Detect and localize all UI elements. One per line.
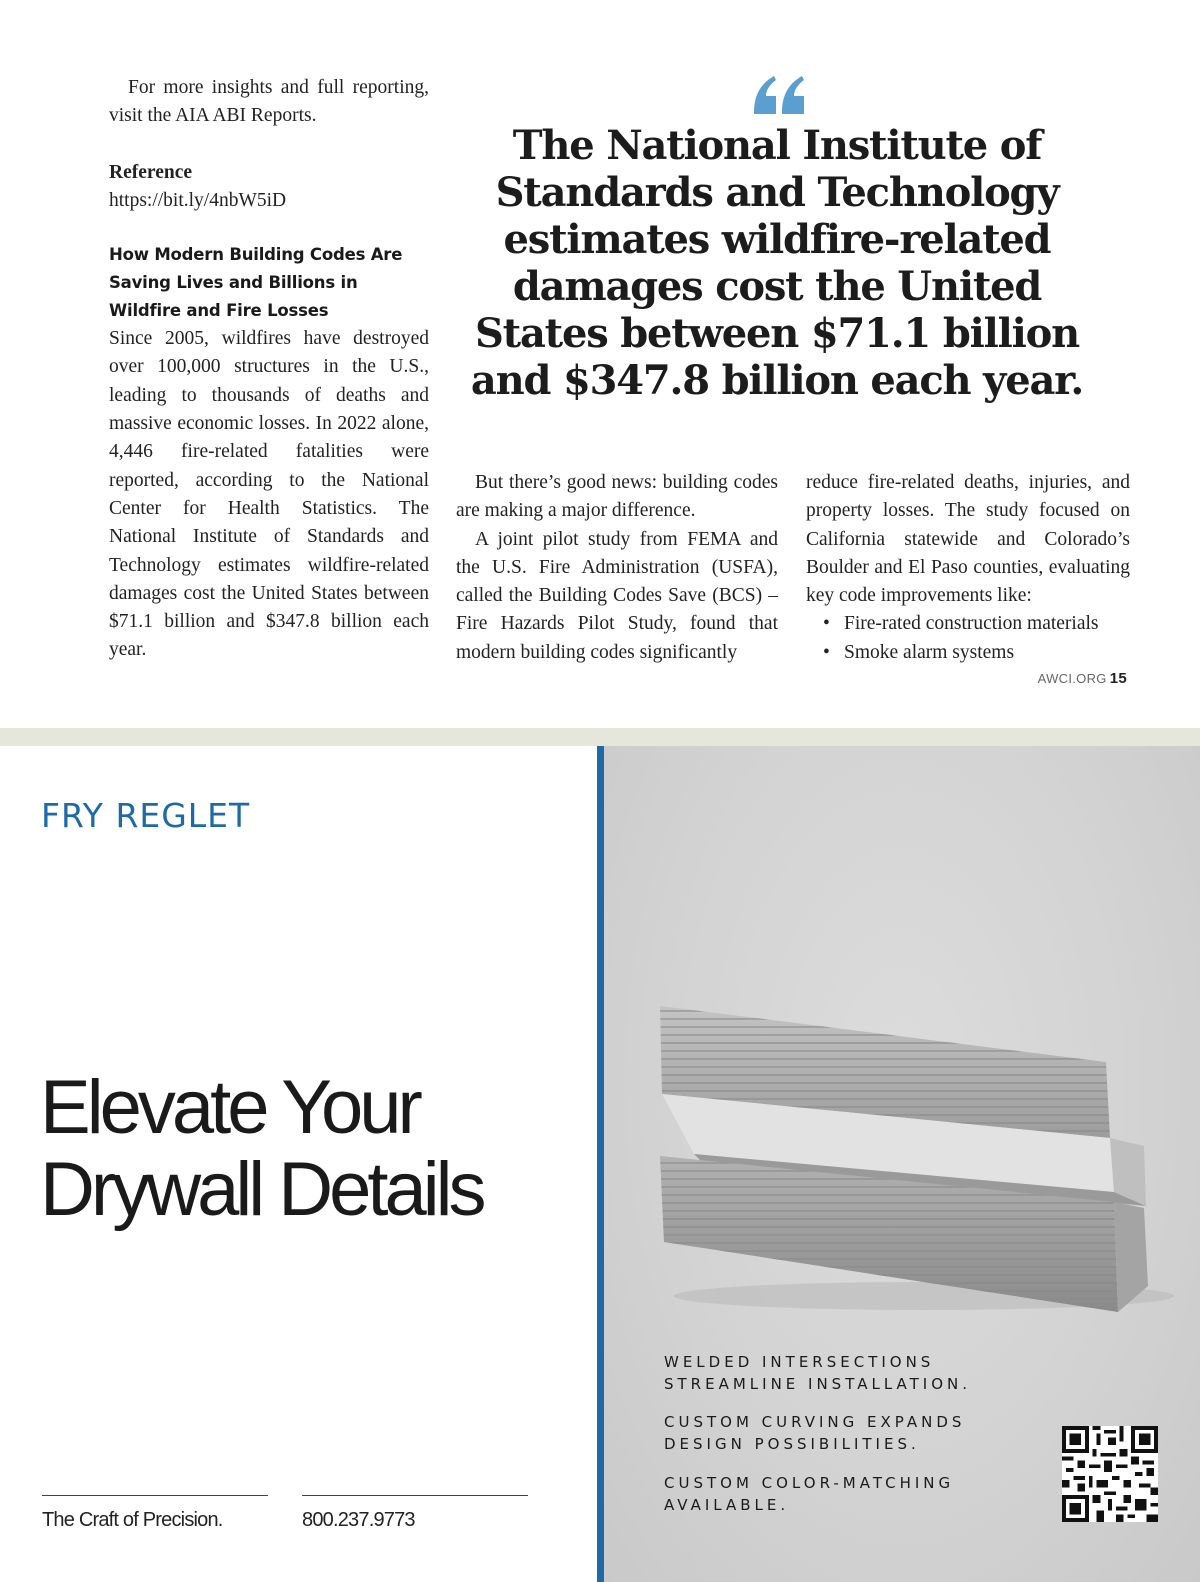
reglet-product-image — [644, 996, 1184, 1326]
intro-paragraph: For more insights and full reporting, visit the AIA ABI Reports. — [109, 77, 429, 127]
col2-paragraph-1: But there’s good news: building codes are making a major difference. — [456, 472, 778, 522]
phone-number[interactable]: 800.237.9773 — [302, 1509, 415, 1531]
page-number: 15 — [1109, 670, 1127, 687]
section-heading: How Modern Building Codes Are Saving Lives and Billions in Wildfire and Fire Losses — [109, 245, 403, 321]
list-item: • Fire-rated construction materials — [806, 610, 1130, 638]
section-divider-band — [0, 728, 1200, 746]
feature-text: WELDED INTERSECTIONS STREAMLINE INSTALLATION. — [664, 1353, 971, 1393]
body-paragraph: Since 2005, wildfires have destroyed over 100,000 structures in the U.S., leading to thousands of deaths and massive economic losses. In 2022 alone, 4,446 fire-related fatalities were reported, according to the National Center for Health Statistics. The National Institute of Standards and Technology estimates wildfire-related damages cost the United States between $71.1 billion and $347.8 billion each year. — [109, 328, 429, 661]
qr-code-icon[interactable] — [1062, 1426, 1158, 1522]
col2-paragraph-2: A joint pilot study from FEMA and the U.S. Fire Administration (USFA), called the Building Codes Save (BCS) – Fire Hazards Pilot Study, found that modern building codes significantly — [456, 528, 778, 663]
list-item: • Smoke alarm systems — [806, 639, 1130, 667]
feature-text: CUSTOM COLOR-MATCHING AVAILABLE. — [664, 1474, 955, 1514]
article-column-3 — [806, 469, 1130, 667]
page-folio — [1038, 670, 1127, 687]
product-panel — [604, 746, 1200, 1582]
quote-mark-icon — [752, 58, 812, 128]
reference-link[interactable]: https://bit.ly/4nbW5iD — [109, 189, 287, 211]
headline-line-2: Drywall Details — [40, 1147, 483, 1232]
headline-line-1: Elevate Your — [40, 1065, 419, 1150]
reference-title: Reference — [109, 161, 192, 183]
bullet-list — [806, 610, 1130, 667]
article-column-1 — [109, 74, 429, 665]
divider-line — [302, 1495, 528, 1496]
divider-line — [42, 1495, 268, 1496]
site-name: AWCI.ORG — [1037, 671, 1107, 686]
tagline: The Craft of Precision. — [42, 1509, 223, 1531]
col3-paragraph: reduce fire-related deaths, injuries, and property losses. The study focused on California statewide and Colorado’s Boulder and El Paso counties, evaluating key code improvements like: — [806, 472, 1130, 607]
brand-name: FRY REGLET — [41, 796, 251, 835]
ad-headline — [40, 1067, 483, 1231]
pull-quote: The National Institute of Standards and Technology estimates wildfire-related damages cost the United States between $71.1 billion and $347.8 billion each year. — [470, 122, 1084, 404]
accent-bar — [597, 746, 604, 1582]
article-column-2 — [456, 469, 778, 667]
feature-text: CUSTOM CURVING EXPANDS DESIGN POSSIBILITIES. — [664, 1413, 966, 1453]
